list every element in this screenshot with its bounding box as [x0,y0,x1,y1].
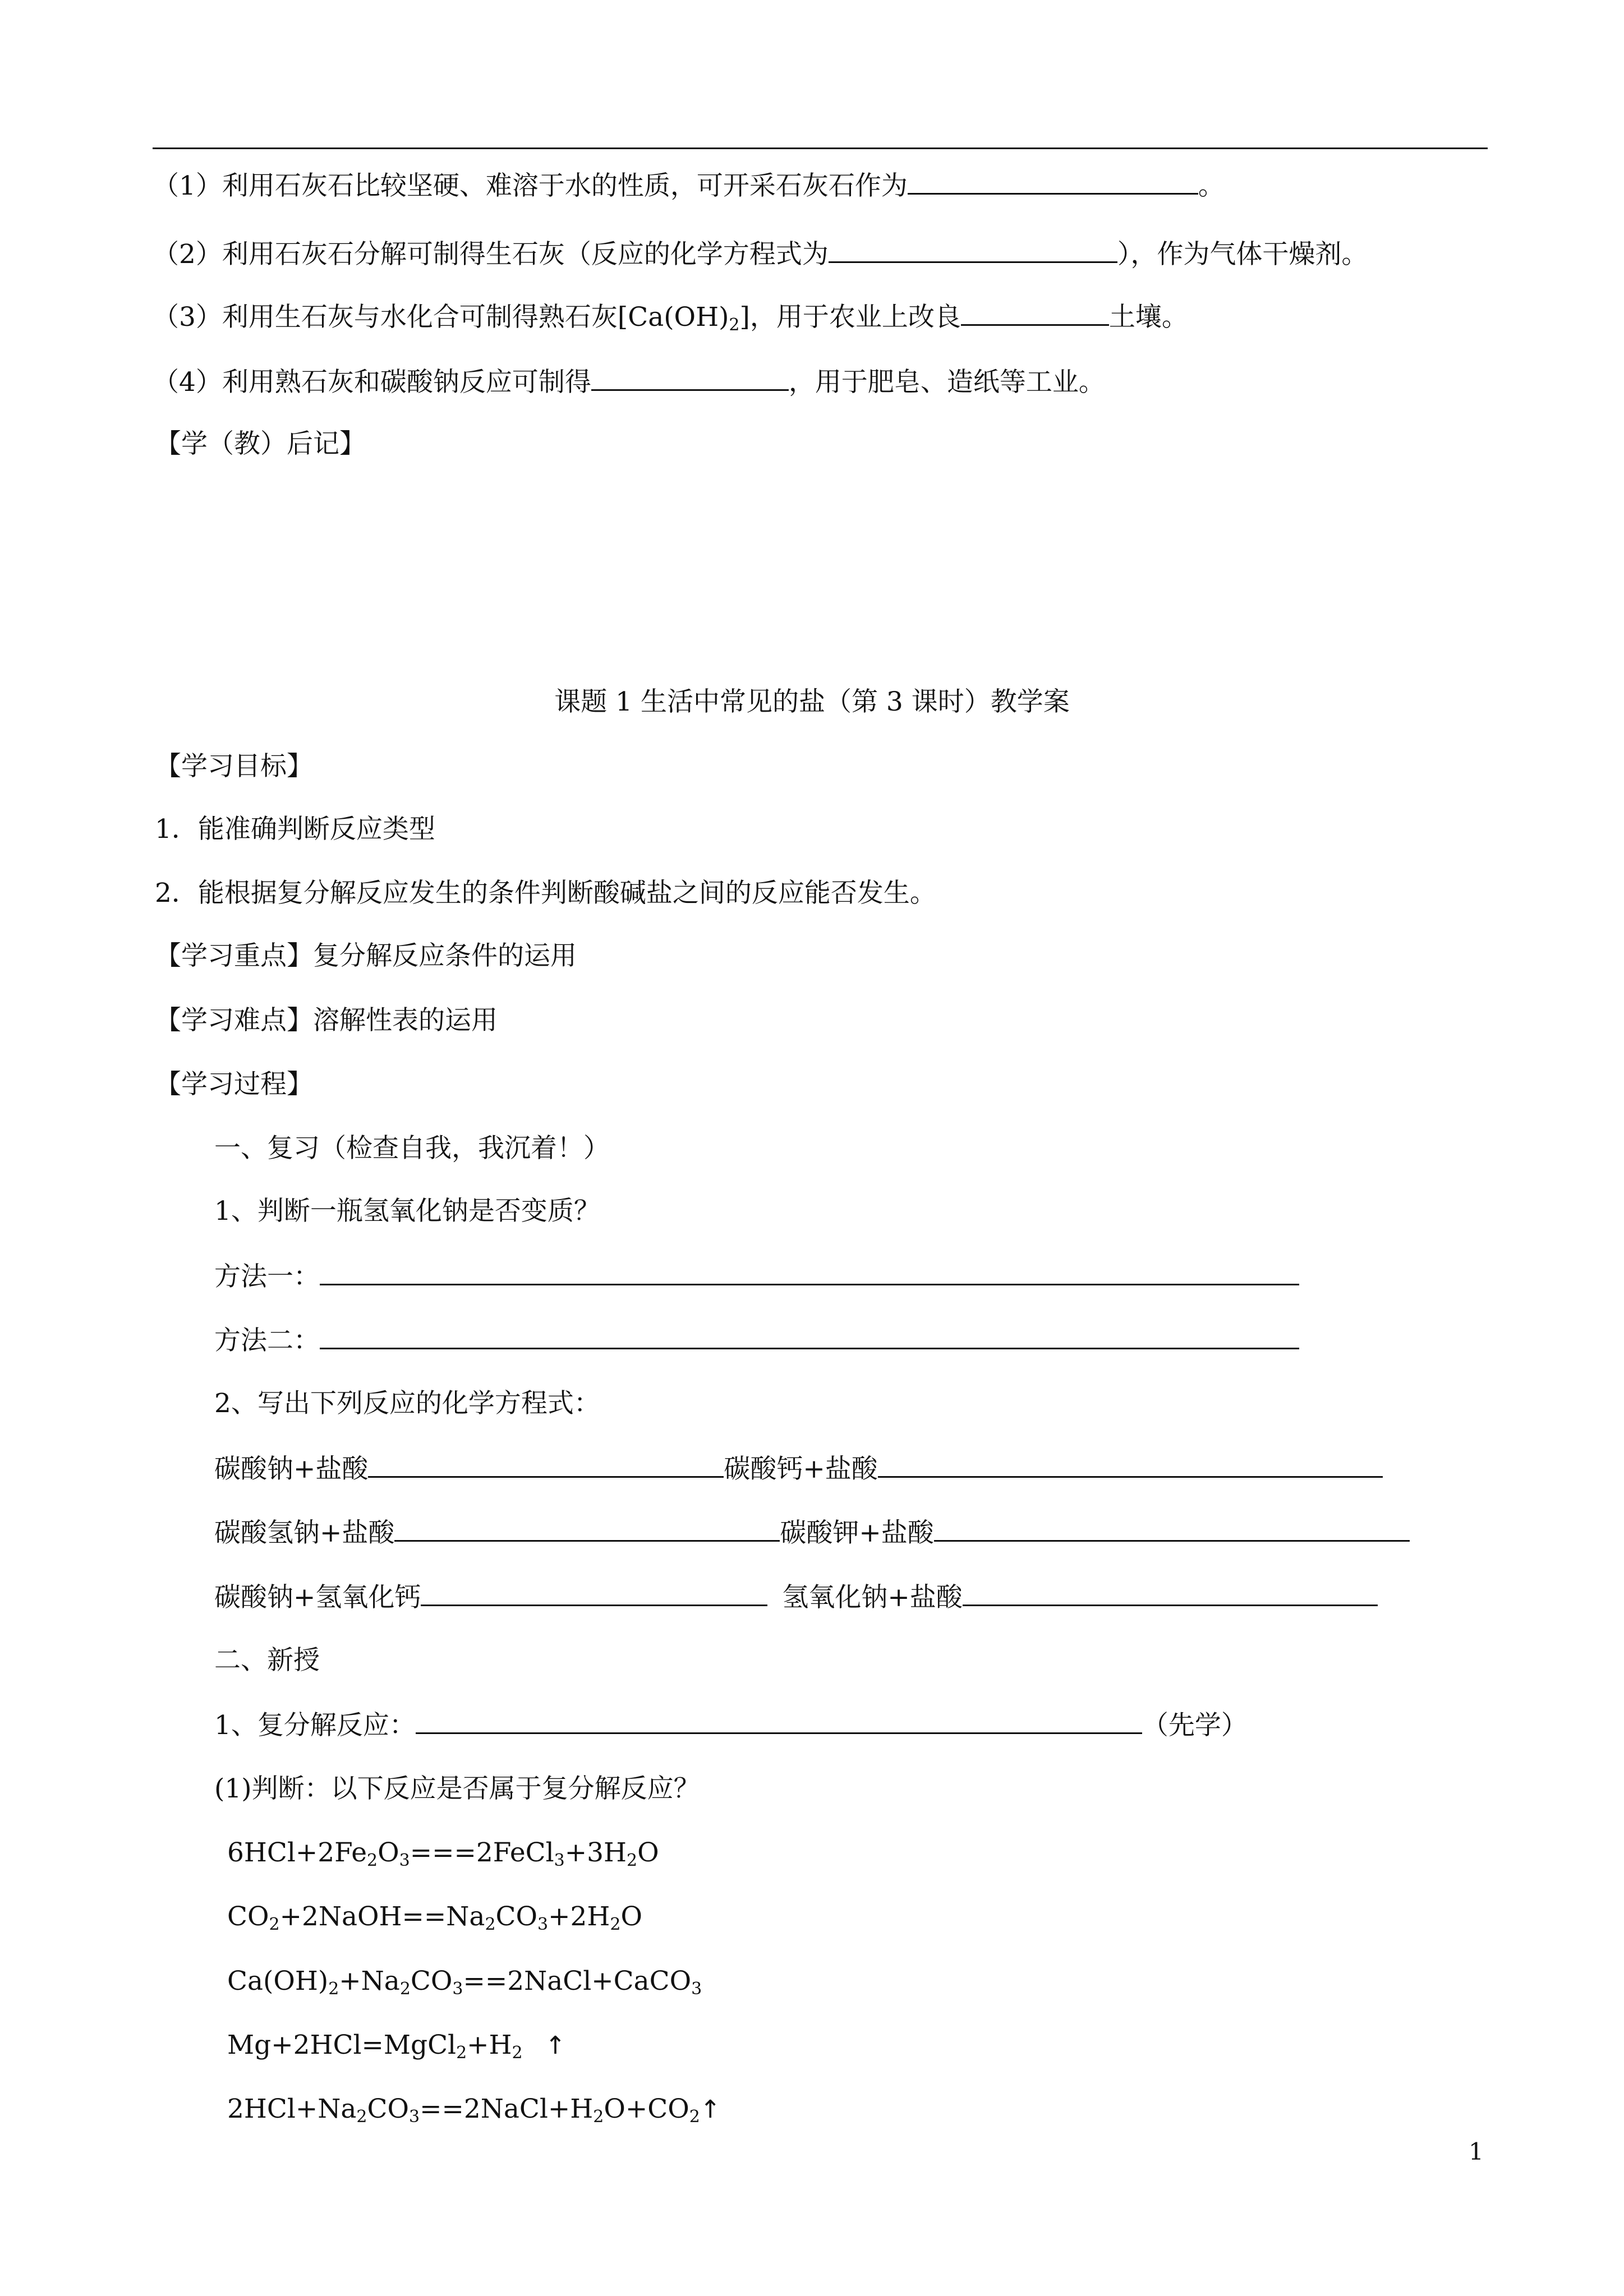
item-1: （1）利用石灰石比较坚硬、难溶于水的性质，可开采石灰石作为 。 [153,167,1225,204]
new-heading: 二、新授 [214,1645,320,1676]
header-rule [153,147,1488,149]
difficulty: 【学习难点】溶解性表的运用 [155,1005,498,1036]
method-2: 方法二： [214,1322,1299,1359]
equation-1: $6HCl+2Fe_2O_3===2FeCl_3+3H_2O$ [227,1837,659,1870]
item-1-text: （1）利用石灰石比较坚硬、难溶于水的性质，可开采石灰石作为 [153,170,908,201]
equation-4: $Mg+2HCl=MgCl_2+H_2$ ↑ [227,2030,566,2063]
objectives-heading: 【学习目标】 [155,751,313,782]
item-4-text: （4）利用熟石灰和碳酸钠反应可制得 [153,367,591,398]
question-2: 2、写出下列反应的化学方程式： [214,1388,600,1419]
answer-blank[interactable] [961,298,1109,326]
lesson-title: 课题 1 生活中常见的盐（第 3 课时）教学案 [554,686,1070,717]
answer-blank[interactable] [878,1450,1383,1478]
equation-2: $CO_2+2NaOH==Na_2CO_3+2H_2O$ [227,1901,643,1934]
answer-blank[interactable] [908,167,1198,195]
method-1: 方法一： [214,1258,1299,1295]
answer-blank[interactable] [416,1707,1142,1734]
answer-blank[interactable] [320,1322,1299,1349]
equation-5: $2HCl+Na_2CO_3==2NaCl+H_2O+CO_2↑$ [227,2094,721,2127]
judge-prompt: (1)判断：以下反应是否属于复分解反应？ [214,1773,700,1804]
page-number: 1 [1469,2138,1484,2165]
reaction-row-3: 碳酸钠+氢氧化钙 氢氧化钠+盐酸 [214,1579,1378,1616]
answer-blank[interactable] [368,1450,724,1478]
gas-arrow-icon: ↑ [700,2095,721,2124]
answer-blank[interactable] [934,1514,1410,1542]
review-heading: 一、复习（检查自我，我沉着！） [214,1133,610,1164]
answer-blank[interactable] [829,236,1117,263]
objective-2: 2．能根据复分解反应发生的条件判断酸碱盐之间的反应能否发生。 [155,878,936,909]
process-heading: 【学习过程】 [155,1069,313,1100]
item-4: （4）利用熟石灰和碳酸钠反应可制得 ，用于肥皂、造纸等工业。 [153,363,1105,400]
item-3-text: （3）利用生石灰与水化合可制得熟石灰[Ca(OH) [153,302,729,333]
reaction-row-1: 碳酸钠+盐酸 碳酸钙+盐酸 [214,1450,1383,1487]
item-3: （3）利用生石灰与水化合可制得熟石灰$[Ca(OH)_2]$，用于农业上改良 土壤。 [153,298,1188,335]
question-1: 1、判断一瓶氢氧化钠是否变质？ [214,1196,600,1227]
postscript-heading: 【学（教）后记】 [155,428,366,459]
reaction-row-2: 碳酸氢钠+盐酸 碳酸钾+盐酸 [214,1514,1410,1551]
answer-blank[interactable] [963,1579,1378,1606]
answer-blank[interactable] [320,1258,1299,1285]
gas-arrow-icon: ↑ [545,2031,566,2060]
answer-blank[interactable] [421,1579,767,1606]
answer-blank[interactable] [591,363,789,391]
equation-3: $Ca(OH)_2+Na_2CO_3==2NaCl+CaCO_3$ [227,1966,702,1999]
item-2-text: （2）利用石灰石分解可制得生石灰（反应的化学方程式为 [153,239,829,270]
objective-1: 1．能准确判断反应类型 [155,814,435,845]
key-point: 【学习重点】复分解反应条件的运用 [155,940,577,971]
definition-line: 1、复分解反应： （先学） [214,1707,1248,1744]
item-2: （2）利用石灰石分解可制得生石灰（反应的化学方程式为 ），作为气体干燥剂。 [153,236,1368,273]
answer-blank[interactable] [394,1514,780,1542]
